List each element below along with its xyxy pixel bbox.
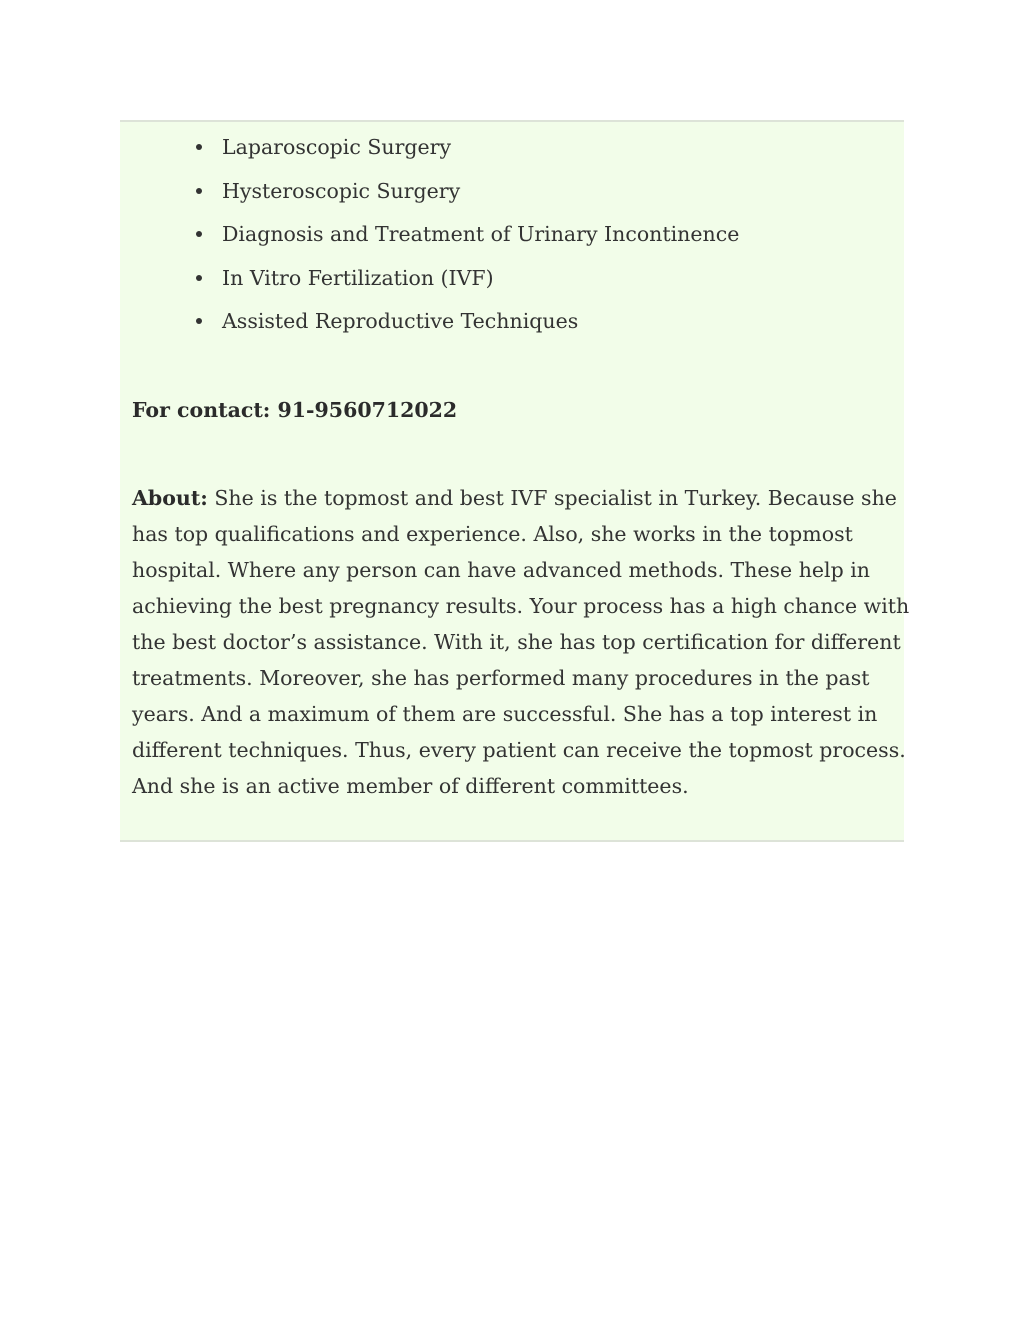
bullet-icon [196,231,202,237]
about-line: different techniques. Thus, every patient can receive the topmost process. [132,738,906,762]
about-line: treatments. Moreover, she has performed many procedures in the past [132,666,870,690]
services-list [120,130,904,348]
about-line [132,480,897,516]
list-item [120,304,904,348]
about-line: And she is an active member of different committees. [132,774,689,798]
list-item [120,217,904,261]
about-line: hospital. Where any person can have advanced methods. These help in [132,558,870,582]
service-label: Laparoscopic Surgery [222,135,452,159]
about-line-text: She is the topmost and best IVF specialist in Turkey. Because she [214,486,897,510]
about-line: years. And a maximum of them are successful. She has a top interest in [132,702,878,726]
contact-heading: For contact: 91-9560712022 [132,398,458,422]
bullet-icon [196,188,202,194]
service-label: Assisted Reproductive Techniques [222,309,579,334]
service-label: In Vitro Fertilization (IVF) [222,265,494,290]
bullet-icon [196,318,202,324]
list-item [120,130,904,174]
about-paragraph [132,480,910,804]
about-label: About: [132,486,208,510]
about-line: the best doctor’s assistance. With it, she has top certification for different [132,630,901,654]
about-line: has top qualifications and experience. Also, she works in the topmost [132,522,853,546]
content-panel [120,120,910,842]
list-item [120,174,904,218]
service-label: Hysteroscopic Surgery [222,178,461,203]
bullet-icon [196,275,202,281]
service-label: Diagnosis and Treatment of Urinary Incontinence [222,222,740,247]
bullet-icon [196,144,202,150]
about-line: achieving the best pregnancy results. Your process has a high chance with [132,594,910,618]
list-item [120,261,904,305]
